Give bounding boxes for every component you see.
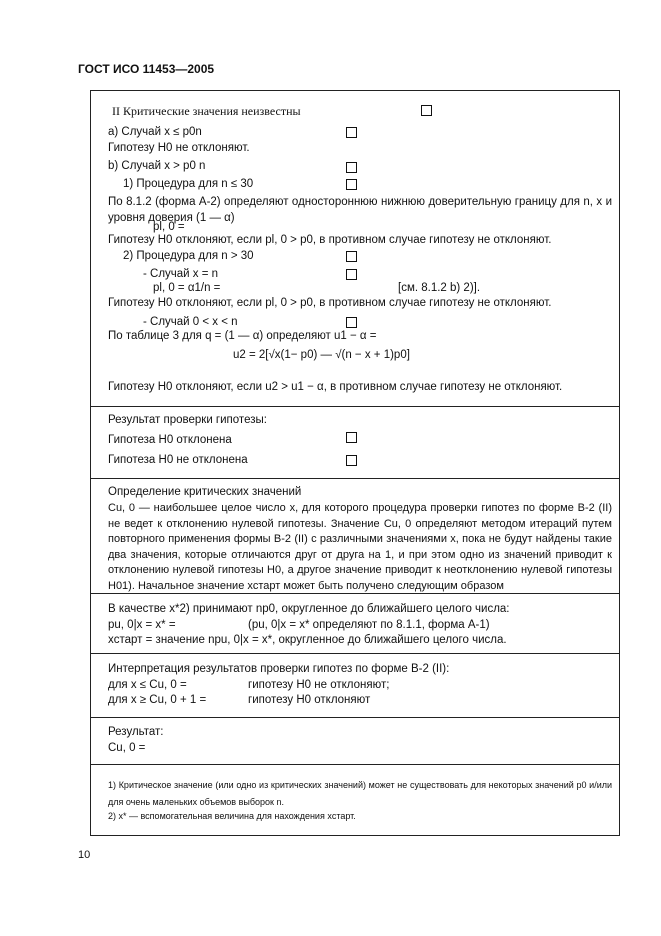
reject-rule: Гипотезу H0 отклоняют, если pl, 0 > p0, в противном случае гипотезу не отклоняют. [108,234,552,246]
section-title: II Критические значения неизвестны [112,104,301,118]
result-title: Результат проверки гипотезы: [108,414,267,426]
divider [90,478,620,479]
interp-row1-right: гипотезу H0 не отклоняют; [248,679,390,691]
checkbox[interactable] [346,162,357,173]
divider [90,764,620,765]
page-header: ГОСТ ИСО 11453—2005 [78,62,215,76]
footnote-1: 1) Критическое значение (или одно из критических значений) может не существовать для некоторых значений p0 и/или для очень маленьких объемов выборок n. [108,780,612,807]
checkbox[interactable] [346,127,357,138]
checkbox[interactable] [346,251,357,262]
checkbox[interactable] [346,317,357,328]
interp-row1-left: для x ≤ Cu, 0 = [108,679,187,691]
checkbox[interactable] [346,179,357,190]
procedure-2-label: 2) Процедура для n > 30 [123,250,254,262]
xstar-line2-left: pu, 0|x = x* = [108,619,176,631]
divider [90,406,620,407]
final-title: Результат: [108,726,164,738]
checkbox-not-rejected[interactable] [346,455,357,466]
procedure-1-text: По 8.1.2 (форма А-2) определяют одностороннюю нижнюю доверительную границу для n, x и уровня доверия (1 — α) [108,196,612,224]
critical-text: Cu, 0 — наибольшее целое число x, для которого процедура проверки гипотез по форме В-2 (II) не ведет к отклонению нулевой гипотезы. Значение Cu, 0 определяют методом итераций путем повторного применения формы В-2 (II) с различными значениями x, пока не будут найдены такие два значения, которые отличаются друг от друга на 1, и при этом одно из значений приводит к отклонению нулевой гипотезы H0, а другое значение приводит к неотклонению нулевой гипотезы H01). Начальное значение xстарт может быть получено следующим образом [108,502,612,592]
xstar-line2-right: (pu, 0|x = x* определяют по 8.1.1, форма А-1) [248,619,490,631]
case-x-eq-n: - Случай x = n [143,268,219,280]
interp-row2-left: для x ≥ Cu, 0 + 1 = [108,694,207,706]
divider [90,653,620,654]
divider [90,717,620,718]
footnote-2: 2) x* — вспомогательная величина для нахождения xстарт. [108,811,356,821]
pl0-field: pl, 0 = [153,221,185,233]
procedure-1-label: 1) Процедура для n ≤ 30 [123,178,254,190]
reference: [см. 8.1.2 b) 2)]. [398,282,481,294]
case-0-x-n: - Случай 0 < x < n [143,316,238,328]
case-b-label: b) Случай x > p0 n [108,160,206,172]
xstar-line3: xстарт = значение npu, 0|x = x*, округленное до ближайшего целого числа. [108,634,507,646]
xstar-line1: В качестве x*2) принимают np0, округленное до ближайшего целого числа: [108,603,510,615]
final-value: Cu, 0 = [108,742,146,754]
case-a-result: Гипотезу H0 не отклоняют. [108,142,250,154]
case-a-label: а) Случай x ≤ p0n [108,126,202,138]
checkbox[interactable] [421,105,432,116]
result-rejected: Гипотеза H0 отклонена [108,434,232,446]
critical-title: Определение критических значений [108,486,302,498]
table3-line: По таблице 3 для q = (1 — α) определяют u1 − α = [108,330,377,342]
result-not-rejected: Гипотеза H0 не отклонена [108,454,248,466]
checkbox[interactable] [346,269,357,280]
page-number: 10 [78,849,91,861]
reject-u2: Гипотезу H0 отклоняют, если u2 > u1 − α, в противном случае гипотезу не отклоняют. [108,381,563,393]
interp-title: Интерпретация результатов проверки гипотез по форме В-2 (II): [108,663,450,675]
u2-formula: u2 = 2[√x(1− p0) — √(n − x + 1)p0] [233,349,410,361]
reject-rule-2: Гипотезу H0 отклоняют, если pl, 0 > p0, в противном случае гипотезу не отклоняют. [108,297,552,309]
interp-row2-right: гипотезу H0 отклоняют [248,694,371,706]
pl0-formula: pl, 0 = α1/n = [153,282,221,294]
checkbox-rejected[interactable] [346,432,357,443]
